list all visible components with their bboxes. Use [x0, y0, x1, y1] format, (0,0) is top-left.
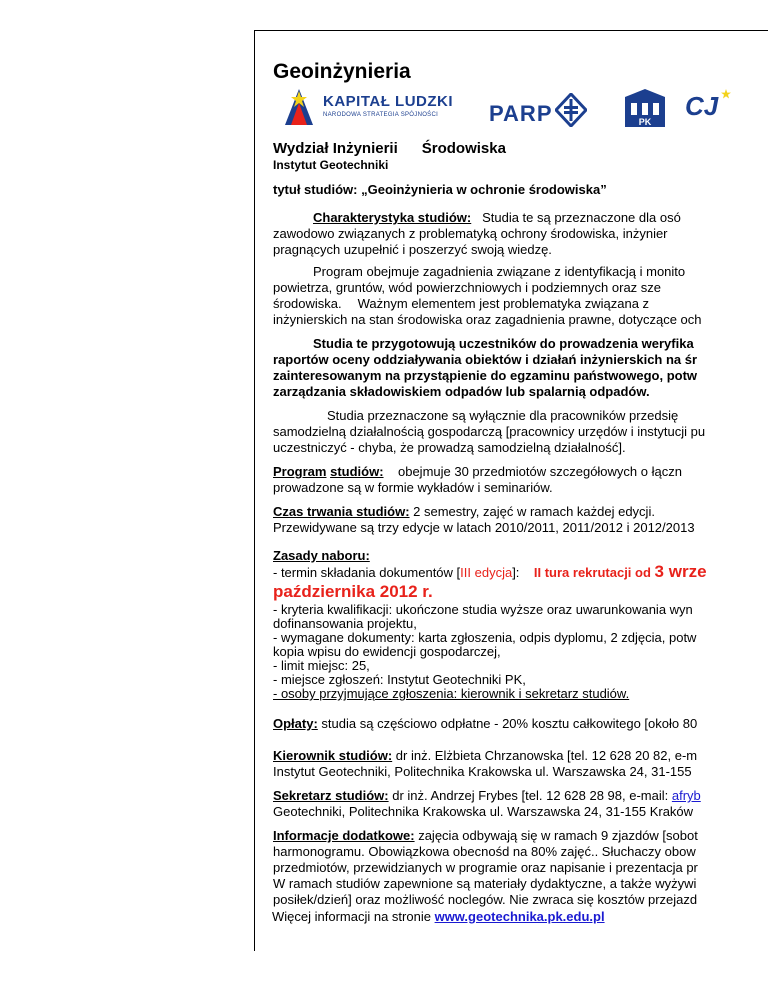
fees-line: [273, 716, 697, 732]
deadline-edition: III edycja: [460, 565, 513, 580]
program-desc-line-3b: Ważnym elementem jest problematyka związana z: [357, 296, 650, 311]
kapital-ludzki-tagline: NARODOWA STRATEGIA SPÓJNOŚCI: [323, 112, 439, 118]
secretary-email-link[interactable]: afryb: [671, 788, 701, 803]
head-line-2: Instytut Geotechniki, Politechnika Krakowska ul. Warszawska 24, 31-155: [273, 764, 692, 779]
kapital-ludzki-logo: [281, 85, 461, 135]
characteristics-line-3: pragnących uzupełnić i poszerzyć swoją wiedzę.: [273, 242, 552, 257]
place-line: - miejsce zgłoszeń: Instytut Geotechniki PK,: [273, 672, 526, 687]
program-line-1: [273, 464, 682, 480]
faculty-part-2: Środowiska: [421, 140, 506, 157]
program-text-1: obejmuje 30 przedmiotów szczegółowych o łączn: [397, 464, 682, 479]
admission-label: Zasady naboru:: [273, 548, 370, 563]
duration-line-1: [273, 504, 655, 520]
parp-emblem-icon: [555, 93, 587, 127]
prepare-line-2: raportów oceny oddziaływania obiektów i działań inżynierskich na śr: [273, 352, 698, 367]
institute-name: Instytut Geotechniki: [273, 158, 389, 172]
program-desc-line-1: Program obejmuje zagadnienia związane z identyfikacją i monito: [313, 264, 686, 279]
prepare-line-3: zainteresowanym na przystąpienie do egzaminu państwowego, potw: [273, 368, 698, 383]
extra-line-4: W ramach studiów zapewnione są materiały dydaktyczne, a także wyżywi: [273, 876, 697, 891]
more-info-text: Więcej informacji na stronie: [272, 909, 431, 924]
head-line-1: [273, 748, 697, 764]
program-line-2: prowadzone są w formie wykładów i seminariów.: [273, 480, 553, 495]
criteria-line-1: - kryteria kwalifikacji: ukończone studia wyższe oraz uwarunkowania wyn: [273, 602, 693, 617]
program-desc-line-2: powietrza, gruntów, wód powierzchniowych i podziemnych oraz sze: [273, 280, 662, 295]
program-label-a: Program: [273, 464, 327, 479]
tour-text: II tura rekrutacji od: [533, 565, 651, 580]
head-text-1: dr inż. Elżbieta Chrzanowska [tel. 12 628 20 82, e-m: [395, 748, 698, 763]
kapital-ludzki-flag-icon: [281, 85, 317, 129]
secretary-line-2: Geotechniki, Politechnika Krakowska ul. Warszawska 24, 31-155 Kraków: [273, 804, 694, 819]
characteristics-line-1: [273, 210, 681, 226]
extra-line-2: harmonogramu. Obowiązkowa obecnośd na 80% zajęć.. Słuchaczy obow: [273, 844, 696, 859]
program-desc-line-4: inżynierskich na stan środowiska oraz zagadnienia prawne, dotyczące och: [273, 312, 702, 327]
cj-logo: [685, 87, 745, 127]
prepare-line-1: Studia te przygotowują uczestników do prowadzenia weryfika: [313, 336, 694, 351]
fees-label: Opłaty:: [273, 716, 318, 731]
docs-line-2: kopia wpisu do ewidencji gospodarczej,: [273, 644, 501, 659]
document-page: [254, 30, 768, 951]
duration-text-1: 2 semestry, zajęć w ramach każdej edycji.: [413, 504, 655, 519]
deadline-prefix: - termin składania dokumentów [: [273, 565, 461, 580]
prepare-line-4: zarządzania składowiskiem odpadów lub spalarnią odpadów.: [273, 384, 650, 399]
svg-text:PK: PK: [638, 117, 652, 127]
cj-logo-text: CJ: [685, 91, 719, 121]
audience-line-2: samodzielną działalnością gospodarczą [pracownicy urzędów i instytucji pu: [273, 424, 706, 439]
program-desc-line-3: [273, 296, 649, 312]
more-info-link[interactable]: www.geotechnika.pk.edu.pl: [434, 909, 605, 924]
extra-text-1: zajęcia odbywają się w ramach 9 zjazdów [sobot: [418, 828, 698, 843]
extra-line-3: przedmiotów, przewidzianych w programie oraz napisanie i prezentacja pr: [273, 860, 698, 875]
program-desc-line-3a: środowiska.: [273, 296, 342, 311]
cj-star-icon: [721, 89, 731, 99]
secretary-text-1: dr inż. Andrzej Frybes [tel. 12 628 28 98, e-mail:: [392, 788, 669, 803]
parp-logo-text: PARP: [489, 101, 553, 126]
persons-line: - osoby przyjmujące zgłoszenia: kierownik i sekretarz studiów.: [273, 686, 630, 701]
admission-deadline: [273, 564, 707, 581]
secretary-line-1: [273, 788, 701, 804]
tour-date-line-2: października 2012 r.: [273, 582, 433, 601]
criteria-line-2: dofinansowania projektu,: [273, 616, 417, 631]
tour-date: 3 wrze: [654, 562, 707, 581]
parp-logo: [489, 95, 551, 131]
characteristics-text-1: Studia te są przeznaczone dla osó: [482, 210, 681, 225]
studies-title: tytuł studiów: „Geoinżynieria w ochronie środowiska”: [273, 182, 607, 197]
limit-line: - limit miejsc: 25,: [273, 658, 370, 673]
extra-line-5: posiłek/dzień] oraz możliwość noclegów. Nie zwraca się kosztów przejazd: [273, 892, 698, 907]
kapital-ludzki-name: KAPITAŁ LUDZKI: [323, 93, 454, 110]
duration-label: Czas trwania studiów:: [273, 504, 410, 519]
extra-label: Informacje dodatkowe:: [273, 828, 415, 843]
pk-university-emblem-icon: [623, 89, 667, 133]
faculty-part-1: Wydział Inżynierii: [273, 140, 398, 157]
program-label-b: studiów:: [330, 464, 384, 479]
characteristics-label: Charakterystyka studiów:: [313, 210, 472, 225]
fees-text: studia są częściowo odpłatne - 20% kosztu całkowitego [około 80: [321, 716, 698, 731]
head-label: Kierownik studiów:: [273, 748, 393, 763]
docs-line-1: - wymagane dokumenty: karta zgłoszenia, odpis dyplomu, 2 zdjęcia, potw: [273, 630, 697, 645]
audience-line-1: Studia przeznaczone są wyłącznie dla pracowników przedsię: [327, 408, 679, 423]
faculty-name: [273, 141, 506, 157]
extra-line-1: [273, 828, 698, 844]
audience-line-3: uczestniczyć - chyba, że prowadzą samodzielną działalność].: [273, 440, 626, 455]
secretary-label: Sekretarz studiów:: [273, 788, 389, 803]
duration-line-2: Przewidywane są trzy edycje w latach 2010/2011, 2011/2012 i 2012/2013: [273, 520, 695, 535]
characteristics-line-2: zawodowo związanych z problematyką ochrony środowiska, inżynier: [273, 226, 668, 241]
page-title: Geoinżynieria: [273, 60, 411, 83]
deadline-suffix: ]:: [512, 565, 520, 580]
